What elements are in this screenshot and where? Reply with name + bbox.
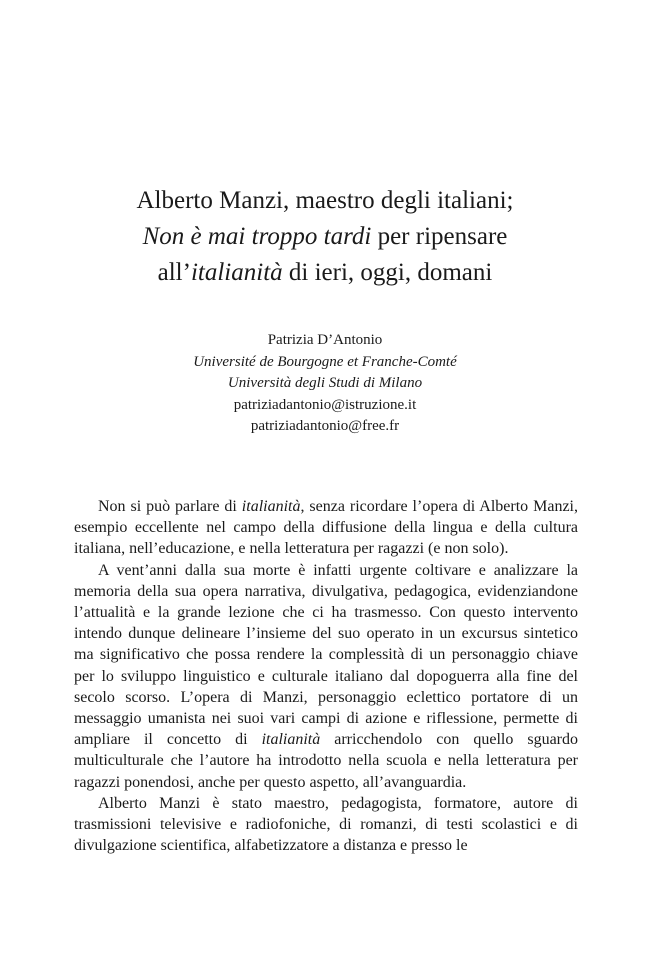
paragraph-1-text-b: , senza ricordare l’opera di Alberto Manzi, esempio eccellente nel campo della diffusione della lingua e della cultura italiana, nell’educazione, e nella letteratura per ragazzi (e non solo). (74, 498, 579, 558)
title-italic-word: italianità (190, 259, 283, 286)
title-line-1: Alberto Manzi, maestro degli italiani; (136, 187, 514, 214)
author-affiliation-2: Università degli Studi di Milano (227, 375, 423, 391)
author-email-2: patriziadantonio@free.fr (250, 418, 400, 434)
author-affiliation-1: Université de Bourgogne et Franche-Comté (193, 353, 457, 370)
paragraph-1-italic: italianità (241, 498, 301, 515)
author-name: Patrizia D’Antonio (267, 332, 383, 348)
author-email-1: patriziadantonio@istruzione.it (233, 396, 417, 413)
title-line-2-rest: per ripensare (371, 223, 508, 250)
title-line-3-pre: all’ (157, 259, 191, 286)
paragraph-2-text-b: arricchendolo con quello sguardo multiculturale che l’autore ha introdotto nella scuola e nella letteratura per ragazzi ponendosi, anche per questo aspetto, all’avanguardia. (74, 731, 578, 791)
paragraph-1 (74, 496, 578, 560)
paragraph-2-italic: italianità (261, 731, 321, 749)
paper-title (40, 183, 610, 291)
title-line-3 (40, 255, 610, 291)
title-line-3-rest: di ieri, oggi, domani (282, 259, 493, 286)
paragraph-3: Alberto Manzi è stato maestro, pedagogista, formatore, autore di trasmissioni televisive e radiofoniche, di romanzi, di testi scolastici e di divulgazione scientifica, alfabetizzatore a distanza e presso le (74, 794, 578, 855)
title-line-2 (40, 219, 610, 255)
title-italic-phrase: Non è mai troppo tardi (142, 223, 372, 250)
paragraph-2-text-a: A vent’anni dalla sua morte è infatti urgente coltivare e analizzare la memoria della sua opera narrativa, divulgativa, pedagogica, evidenziandone l’attualità e la grande lezione che ci ha trasmesso. Con questo intervento intendo dunque delineare l’insieme del suo operato in un excursus sintetico ma significativo che possa rendere la complessità di un personaggio chiave per lo sviluppo linguistico e culturale italiano dal dopoguerra alla fine del secolo scorso. L’opera di Manzi, personaggio eclettico portatore di un messaggio umanista nei suoi vari campi di azione e riflessione, permette di ampliare il concetto di (74, 561, 578, 749)
author-block (40, 330, 610, 438)
paragraph-1-text-a: Non si può parlare di (98, 498, 242, 515)
body-text (74, 496, 578, 856)
paragraph-2 (74, 560, 578, 793)
